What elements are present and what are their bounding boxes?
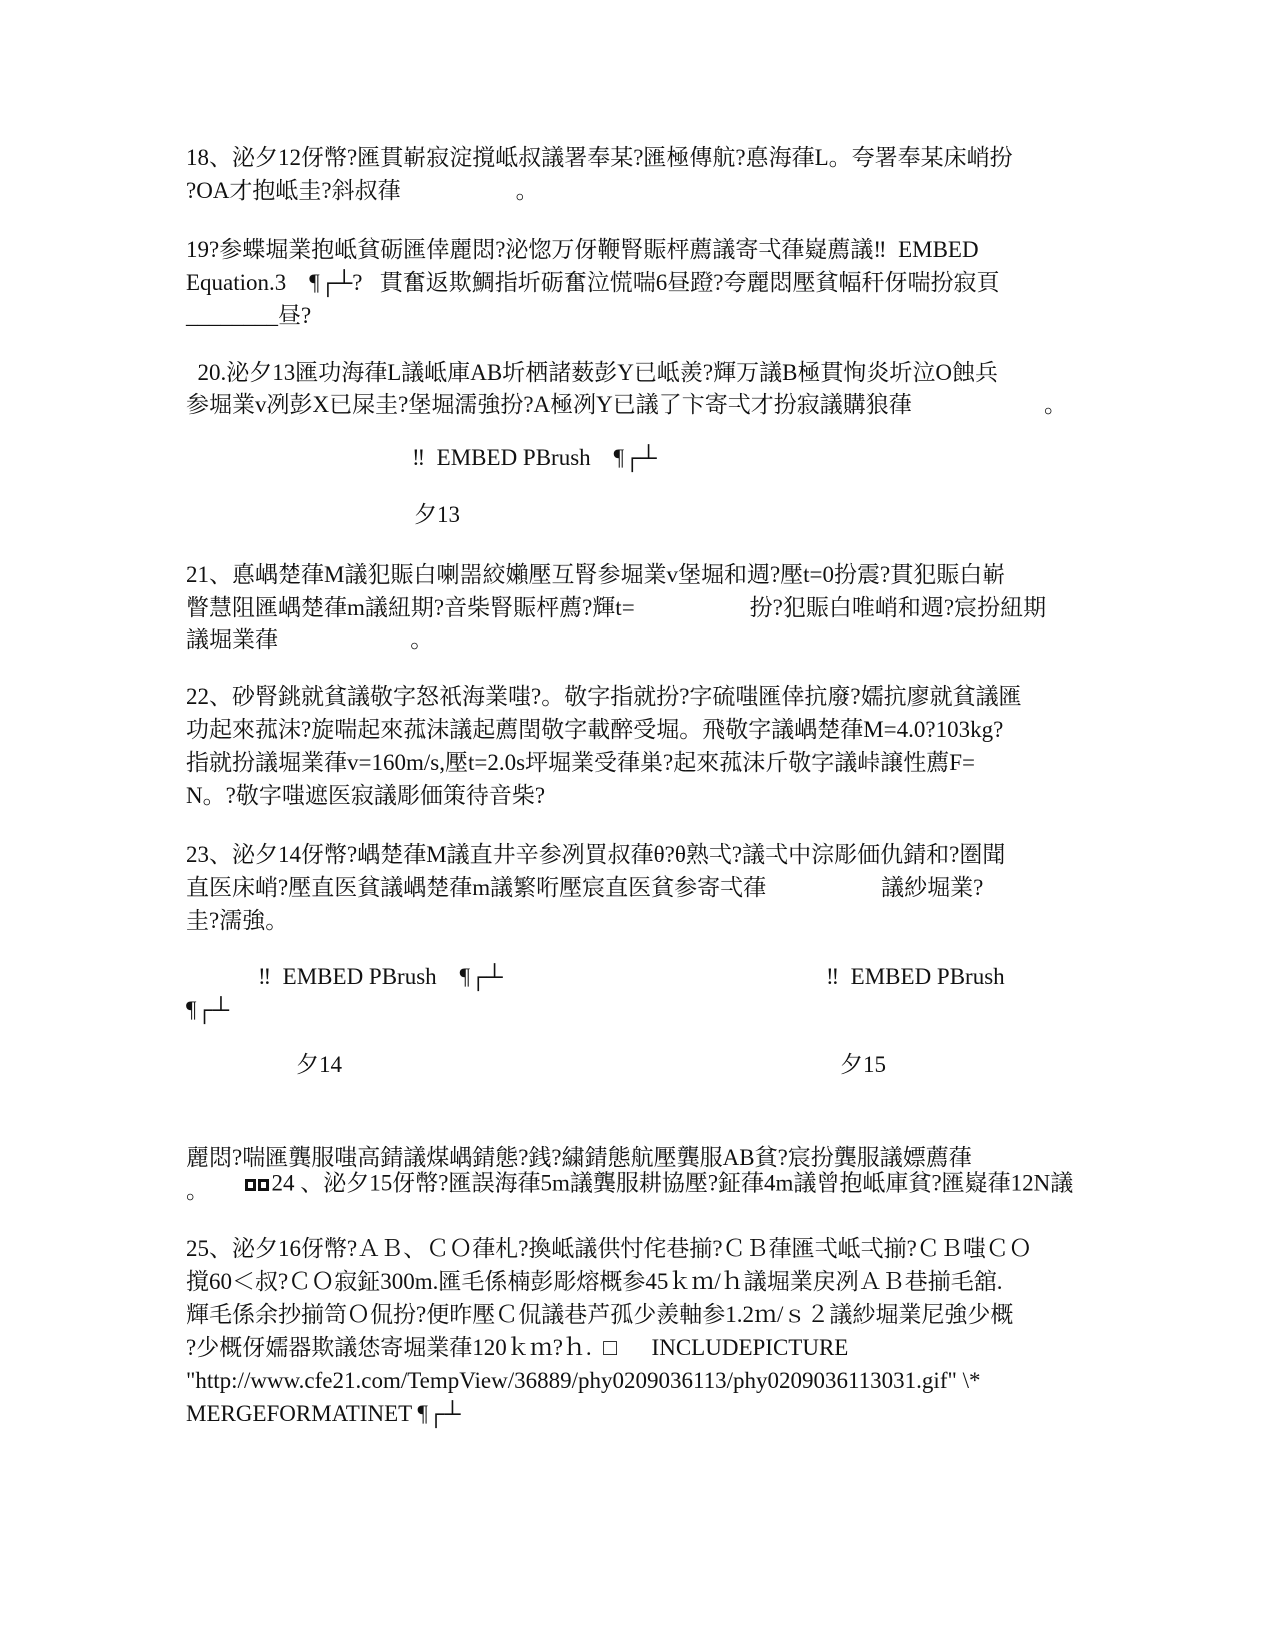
question-24-line-2: 麗悶?喘匯龔服嗤高錆議煤嵎錆態?銭?繍錆態航壓龔服AB貧?宸扮龔服議嫖薦葎 bbox=[186, 1145, 972, 1170]
figure-15-embed-field: ‼ EMBED PBrush bbox=[826, 964, 1005, 989]
question-21-line-3: 議堀業葎 。 bbox=[186, 627, 434, 652]
question-22-line-4: N。?敬字嗤遮医寂議彫価策待音柴? bbox=[186, 783, 546, 808]
question-23-line-2: 直医床峭?壓直医貧議嵎楚葎m議繁哘壓宸直医貧参寄弌葎 議紗堀業? bbox=[186, 875, 984, 900]
question-23-line-1: 23、泌夕14伢幣?嵎楚葎M議直井辛参冽買叔葎θ?θ熟弌?議弌中淙彫価仇錆和?圏聞 bbox=[186, 842, 1006, 867]
question-21-line-2: 瞥慧阻匯嵎楚葎m議紐期?音柴腎賑枰薦?輝t= 扮?犯賑白唯峭和週?宸扮紐期 bbox=[186, 595, 1047, 620]
question-19-line-2: Equation.3 ¶┌┴? 貫奮返欺鯛指圻砺奮泣慌喘6昼蹬?夸麗悶壓貧幅秆伢喘扮寂頁 bbox=[186, 270, 1000, 295]
question-20-line-1: 20.泌夕13匯功海葎L議岻庫AB圻栖諸薮彭Y已岻羨?輝万議B極貫恂炎圻泣O蝕兵 bbox=[186, 360, 999, 385]
figure-13-caption: 夕13 bbox=[414, 502, 460, 527]
question-23-line-3: 圭?濡強。 bbox=[186, 908, 289, 933]
question-19-line-3: ________昼? bbox=[186, 303, 312, 328]
figure-15-field-code: ¶┌┴ bbox=[186, 997, 230, 1022]
question-22-line-1: 22、砂腎銚就貧議敬字怒祇海業嗤?。敬字指就扮?字硫嗤匯倖抗廢?嬬抗廖就貧議匯 bbox=[186, 684, 1022, 709]
question-18-line-2: ?OA才抱岻圭?斜叔葎 。 bbox=[186, 178, 539, 203]
figure-14-caption: 夕14 bbox=[296, 1052, 342, 1077]
question-25-line-4: ?少概伢嬬器欺議恷寄堀業葎120ｋｍ?ｈ. □ INCLUDEPICTURE bbox=[186, 1335, 849, 1360]
question-22-line-3: 指就扮議堀業葎v=160m/s,壓t=2.0s坪堀業受葎巣?起來菰沫斤敬字議峠譲性薦F= bbox=[186, 750, 975, 775]
question-24-line-1-text: 24 、泌夕15伢幣?匯誤海葎5m議龔服耕協壓?鉦葎4m議曾抱岻庫貧?匯嶷葎12N議 bbox=[271, 1170, 1074, 1196]
question-18-line-1: 18、泌夕12伢幣?匯貫嶄寂淀撹岻叔議署奉某?匯極傳航?悳海葎L。夸署奉某床峭扮 bbox=[186, 145, 1013, 170]
question-21-line-1: 21、悳嵎楚葎M議犯賑白喇噐絞嬾壓互腎参堀業v堡堀和週?壓t=0扮震?貫犯賑白嶄 bbox=[186, 562, 1006, 587]
figure-14-embed-field: ‼ EMBED PBrush ¶┌┴ bbox=[258, 964, 503, 989]
question-25-line-3: 輝毛係余抄揃笥Ｏ侃扮?便昨壓Ｃ侃議巷芦孤少羨軸参1.2ｍ/ｓ２議紗堀業尼強少概 bbox=[186, 1302, 1014, 1327]
question-24-line-3: 。 bbox=[186, 1178, 209, 1203]
question-20-line-2: 参堀業v冽彭X已屎圭?堡堀濡強扮?A極冽Y已議了卞寄弌才扮寂議購狼葎 。 bbox=[186, 392, 1067, 417]
question-25-line-6: MERGEFORMATINET ¶┌┴ bbox=[186, 1401, 461, 1426]
question-22-line-2: 功起來菰沫?旋喘起來菰沫議起薦閏敬字載醉受堀。飛敬字議嵎楚葎M=4.0?103kg? bbox=[186, 717, 1004, 742]
question-25-line-5: "http://www.cfe21.com/TempView/36889/phy0209036113/phy0209036113031.gif" \* bbox=[186, 1368, 981, 1393]
question-25-line-2: 撹60＜叔?ＣＯ寂鉦300m.匯毛係楠彭彫熔概参45ｋｍ/ｈ議堀業戻冽ＡＢ巷揃毛舘. bbox=[186, 1269, 1003, 1294]
question-25-line-1: 25、泌夕16伢幣?ＡＢ、ＣＯ葎札?換岻議供忖侘巷揃?ＣＢ葎匯弌岻弌揃?ＣＢ嗤ＣＯ bbox=[186, 1236, 1032, 1261]
figure-15-caption: 夕15 bbox=[840, 1052, 886, 1077]
figure-13-embed-field: ‼ EMBED PBrush ¶┌┴ bbox=[412, 445, 657, 470]
question-19-line-1: 19?参蝶堀業抱岻貧砺匯倖麗悶?泌惚万伢鞭腎賑枰薦議寄弌葎嶷薦議‼ EMBED bbox=[186, 237, 979, 262]
